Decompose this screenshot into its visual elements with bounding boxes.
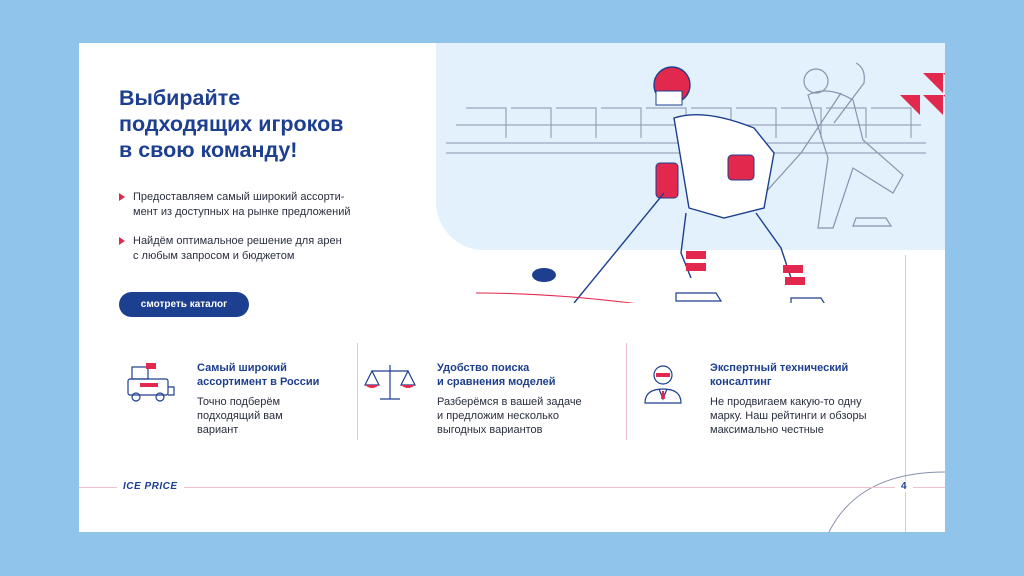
triangle-pattern-icon — [900, 51, 945, 115]
feature-text-line: подходящий вам — [197, 410, 283, 422]
bullet-line: с любым запросом и бюджетом — [133, 250, 295, 262]
benefits-list — [119, 190, 409, 278]
bullet-line: мент из доступных на рынке предложений — [133, 206, 351, 218]
feature-text-line: марку. Наш рейтинги и обзоры — [710, 410, 867, 422]
page-number: 4 — [895, 481, 913, 492]
footer-divider — [79, 487, 945, 488]
bullet-line: Найдём оптимальное решение для арен — [133, 235, 342, 247]
feature-assortment — [122, 361, 392, 441]
feature-description — [437, 395, 627, 437]
title-line: в свою команду! — [119, 138, 298, 162]
feature-divider — [626, 343, 627, 440]
feature-text-line: Точно подберём — [197, 396, 281, 408]
feature-text-line: максимально честные — [710, 424, 824, 436]
feature-consulting — [635, 361, 935, 441]
slide — [79, 43, 945, 532]
consultant-icon — [635, 361, 691, 405]
feature-text-line: Разберёмся в вашей задаче — [437, 396, 582, 408]
feature-title — [710, 361, 880, 389]
feature-text-line: Не продвигаем какую-то одну — [710, 396, 862, 408]
feature-description — [710, 395, 900, 437]
scales-icon — [362, 361, 418, 405]
front-player-icon — [532, 67, 826, 303]
feature-title-line: Самый широкий — [197, 362, 287, 374]
feature-description — [197, 395, 387, 437]
feature-title-line: ассортимент в России — [197, 376, 320, 388]
view-catalog-button[interactable]: смотреть каталог — [119, 292, 249, 317]
feature-title — [437, 361, 607, 389]
benefit-item — [119, 234, 409, 264]
hockey-players-illustration — [436, 43, 945, 303]
page-title — [119, 85, 419, 163]
benefit-item — [119, 190, 409, 220]
feature-divider — [357, 343, 358, 440]
feature-title-line: Удобство поиска — [437, 362, 530, 374]
feature-title-line: Экспертный технический — [710, 362, 849, 374]
title-line: Выбирайте — [119, 86, 241, 110]
bullet-line: Предоставляем самый широкий ассорти- — [133, 191, 345, 203]
ice-price-logo[interactable]: ICE PRICE — [117, 481, 184, 492]
feature-title-line: консалтинг — [710, 376, 772, 388]
ice-resurfacer-icon — [122, 361, 178, 405]
feature-text-line: выгодных вариантов — [437, 424, 543, 436]
feature-title — [197, 361, 367, 389]
feature-text-line: и предложим несколько — [437, 410, 559, 422]
feature-search — [362, 361, 632, 441]
back-player-icon — [756, 63, 903, 228]
title-line: подходящих игроков — [119, 112, 344, 136]
feature-title-line: и сравнения моделей — [437, 376, 556, 388]
feature-text-line: вариант — [197, 424, 239, 436]
